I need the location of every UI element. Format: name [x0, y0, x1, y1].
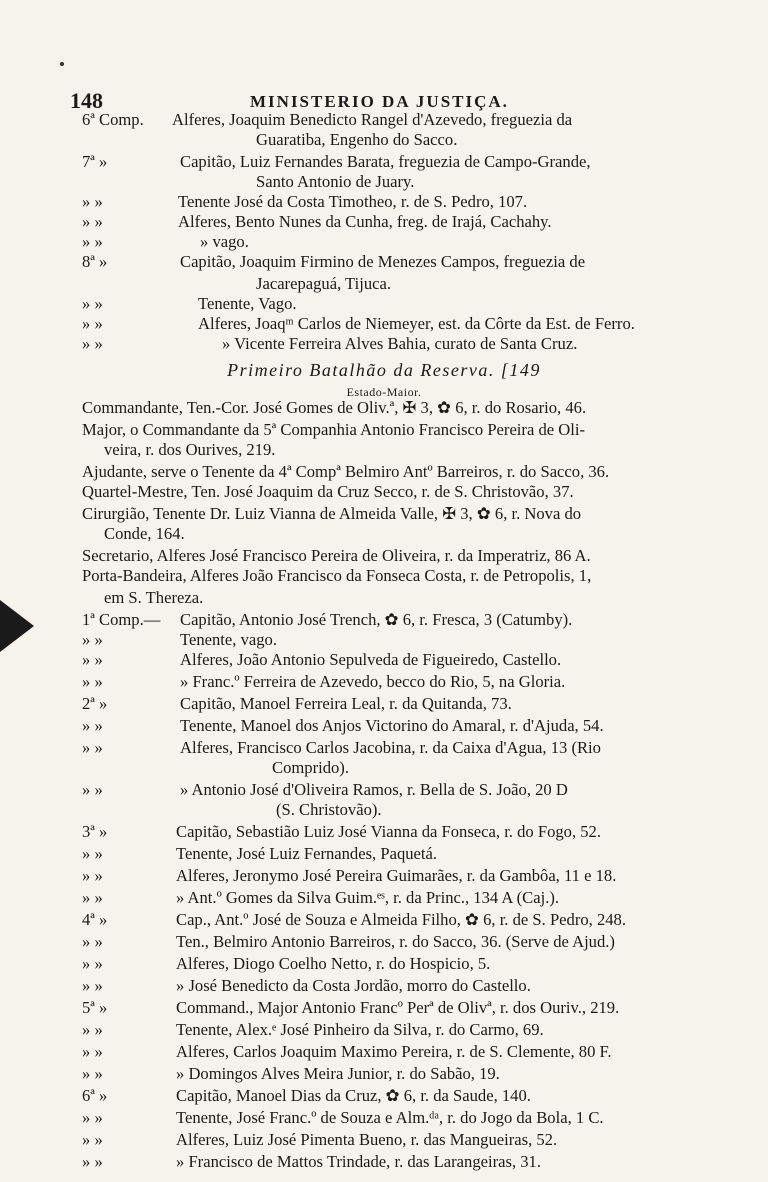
company-label: » » [82, 716, 103, 735]
entry-text: » José Benedicto da Costa Jordão, morro do Castello. [176, 976, 531, 995]
entry-text: (S. Christovão). [276, 800, 382, 819]
entry-text: Capitão, Manoel Dias da Cruz, ✿ 6, r. da Saude, 140. [176, 1086, 531, 1105]
entry-text: Jacarepaguá, Tijuca. [256, 274, 392, 293]
company-label: » » [82, 932, 103, 951]
company-label: » » [82, 192, 103, 211]
document-line [0, 130, 768, 150]
company-label: » » [82, 630, 103, 649]
document-line [0, 800, 768, 820]
entry-text: Alferes, Joaquim Benedicto Rangel d'Azevedo, freguezia da [172, 110, 573, 129]
document-line [0, 672, 768, 692]
company-label: » » [82, 1020, 103, 1039]
company-label: » » [82, 976, 103, 995]
document-line [0, 610, 768, 630]
entry-text: » Ant.º Gomes da Silva Guim.ᵉˢ, r. da Princ., 134 A (Caj.). [176, 888, 560, 907]
entry-text: Tenente, Alex.ᵉ José Pinheiro da Silva, r. do Carmo, 69. [176, 1020, 544, 1039]
document-line [0, 110, 768, 130]
company-label: » » [82, 1064, 103, 1083]
entry-text: Quartel-Mestre, Ten. José Joaquim da Cruz Secco, r. de S. Christovão, 37. [82, 482, 574, 501]
company-label: 5ª » [82, 998, 108, 1017]
entry-text: Santo Antonio de Juary. [256, 172, 415, 191]
entry-text: Comprido). [272, 758, 349, 777]
entry-text: em S. Thereza. [104, 588, 204, 607]
company-label: » » [82, 888, 103, 907]
document-line [0, 232, 768, 252]
entry-text: Alferes, Luiz José Pimenta Bueno, r. das Mangueiras, 52. [176, 1130, 558, 1149]
company-label: » » [82, 954, 103, 973]
entry-text: veira, r. dos Ourives, 219. [104, 440, 276, 459]
entry-text: Commandante, Ten.-Cor. José Gomes de Oliv.ª, ✠ 3, ✿ 6, r. do Rosario, 46. [82, 398, 587, 417]
entry-text: Tenente, José Luiz Fernandes, Paquetá. [176, 844, 438, 863]
document-line [0, 1020, 768, 1040]
document-line [0, 954, 768, 974]
document-line [0, 866, 768, 886]
document-line [0, 440, 768, 460]
entry-text: » Franc.º Ferreira de Azevedo, becco do Rio, 5, na Gloria. [180, 672, 566, 691]
document-line [0, 738, 768, 758]
company-label: » » [82, 1152, 103, 1171]
document-line [0, 462, 768, 482]
company-label: 6ª » [82, 1086, 108, 1105]
document-line [0, 212, 768, 232]
document-line [0, 334, 768, 354]
document-line [0, 294, 768, 314]
entry-text: Capitão, Manoel Ferreira Leal, r. da Quitanda, 73. [180, 694, 512, 713]
document-line [0, 588, 768, 608]
document-line [0, 172, 768, 192]
company-label: » » [82, 232, 103, 251]
document-line [0, 360, 768, 381]
document-line [0, 566, 768, 586]
subsection-heading: Estado-Maior. [346, 385, 422, 399]
entry-text: Command., Major Antonio Francº Perª de Olivª, r. dos Ouriv., 219. [176, 998, 620, 1017]
document-line [0, 932, 768, 952]
entry-text: Major, o Commandante da 5ª Companhia Antonio Francisco Pereira de Oli- [82, 420, 585, 439]
company-label: 8ª » [82, 252, 108, 271]
document-line [0, 1042, 768, 1062]
document-line [0, 1086, 768, 1106]
entry-text: Alferes, Joaqᵐ Carlos de Niemeyer, est. da Côrte da Est. de Ferro. [198, 314, 635, 333]
document-line [0, 504, 768, 524]
entry-text: Tenente, vago. [180, 630, 277, 649]
company-label: 1ª Comp.— [82, 610, 161, 629]
company-label: » » [82, 294, 103, 313]
document-line [0, 482, 768, 502]
document-line [0, 1130, 768, 1150]
ink-speck [60, 62, 64, 66]
company-label: » » [82, 780, 103, 799]
entry-text: Alferes, Jeronymo José Pereira Guimarães, r. da Gambôa, 11 e 18. [176, 866, 617, 885]
section-title: Primeiro Batalhão da Reserva. [149 [227, 360, 541, 380]
entry-text: » Vicente Ferreira Alves Bahia, curato de Santa Cruz. [222, 334, 578, 353]
document-line [0, 976, 768, 996]
entry-text: Secretario, Alferes José Francisco Pereira de Oliveira, r. da Imperatriz, 86 A. [82, 546, 591, 565]
document-line [0, 274, 768, 294]
entry-text: Capitão, Luiz Fernandes Barata, freguezia de Campo-Grande, [180, 152, 591, 171]
company-label: » » [82, 738, 103, 757]
entry-text: Alferes, João Antonio Sepulveda de Figueiredo, Castello. [180, 650, 562, 669]
company-label: » » [82, 650, 103, 669]
company-label: 3ª » [82, 822, 108, 841]
document-line [0, 888, 768, 908]
document-line [0, 152, 768, 172]
company-label: » » [82, 334, 103, 353]
entry-text: Capitão, Sebastião Luiz José Vianna da Fonseca, r. do Fogo, 52. [176, 822, 601, 841]
entry-text: Ten., Belmiro Antonio Barreiros, r. do Sacco, 36. (Serve de Ajud.) [176, 932, 615, 951]
company-label: » » [82, 672, 103, 691]
company-label: » » [82, 844, 103, 863]
entry-text: Capitão, Joaquim Firmino de Menezes Campos, freguezia de [180, 252, 586, 271]
entry-text: Capitão, Antonio José Trench, ✿ 6, r. Fresca, 3 (Catumby). [180, 610, 573, 629]
company-label: 7ª » [82, 152, 108, 171]
document-line [0, 630, 768, 650]
document-line [0, 398, 768, 418]
document-line [0, 314, 768, 334]
entry-text: Tenente, Vago. [198, 294, 297, 313]
company-label: » » [82, 1042, 103, 1061]
entry-text: Cirurgião, Tenente Dr. Luiz Vianna de Almeida Valle, ✠ 3, ✿ 6, r. Nova do [82, 504, 582, 523]
document-line [0, 716, 768, 736]
document-line [0, 998, 768, 1018]
document-line [0, 844, 768, 864]
entry-text: » vago. [200, 232, 249, 251]
entry-text: » Antonio José d'Oliveira Ramos, r. Bella de S. João, 20 D [180, 780, 568, 799]
company-label: 4ª » [82, 910, 108, 929]
document-line [0, 1064, 768, 1084]
document-line [0, 1108, 768, 1128]
company-label: » » [82, 314, 103, 333]
company-label: » » [82, 1108, 103, 1127]
entry-text: Ajudante, serve o Tenente da 4ª Compª Belmiro Antº Barreiros, r. do Sacco, 36. [82, 462, 610, 481]
entry-text: Porta-Bandeira, Alferes João Francisco da Fonseca Costa, r. de Petropolis, 1, [82, 566, 592, 585]
document-line [0, 252, 768, 272]
entry-text: Alferes, Bento Nunes da Cunha, freg. de Irajá, Cachahy. [178, 212, 552, 231]
entry-text: » Francisco de Mattos Trindade, r. das Larangeiras, 31. [176, 1152, 541, 1171]
document-line [0, 694, 768, 714]
entry-text: Conde, 164. [104, 524, 185, 543]
entry-text: Cap., Ant.º José de Souza e Almeida Filho, ✿ 6, r. de S. Pedro, 248. [176, 910, 626, 929]
entry-text: Tenente, José Franc.º de Souza e Alm.ᵈᵃ, r. do Jogo da Bola, 1 C. [176, 1108, 604, 1127]
entry-text: Alferes, Francisco Carlos Jacobina, r. da Caixa d'Agua, 13 (Rio [180, 738, 601, 757]
company-label: » » [82, 1130, 103, 1149]
document-line [0, 780, 768, 800]
document-line [0, 420, 768, 440]
company-label: 6ª Comp. [82, 110, 144, 129]
company-label: » » [82, 866, 103, 885]
company-label: 2ª » [82, 694, 108, 713]
company-label: » » [82, 212, 103, 231]
document-line [0, 758, 768, 778]
document-line [0, 1152, 768, 1172]
document-line [0, 822, 768, 842]
document-line [0, 910, 768, 930]
document-line [0, 650, 768, 670]
entry-text: Tenente José da Costa Timotheo, r. de S. Pedro, 107. [178, 192, 528, 211]
entry-text: Tenente, Manoel dos Anjos Victorino do Amaral, r. d'Ajuda, 54. [180, 716, 604, 735]
entry-text: » Domingos Alves Meira Junior, r. do Sabão, 19. [176, 1064, 500, 1083]
document-line [0, 524, 768, 544]
running-title: MINISTERIO DA JUSTIÇA. [250, 92, 509, 111]
page-number: 148 [70, 88, 103, 113]
entry-text: Alferes, Diogo Coelho Netto, r. do Hospicio, 5. [176, 954, 491, 973]
document-line [0, 546, 768, 566]
document-line [0, 192, 768, 212]
entry-text: Alferes, Carlos Joaquim Maximo Pereira, r. de S. Clemente, 80 F. [176, 1042, 612, 1061]
entry-text: Guaratiba, Engenho do Sacco. [256, 130, 458, 149]
